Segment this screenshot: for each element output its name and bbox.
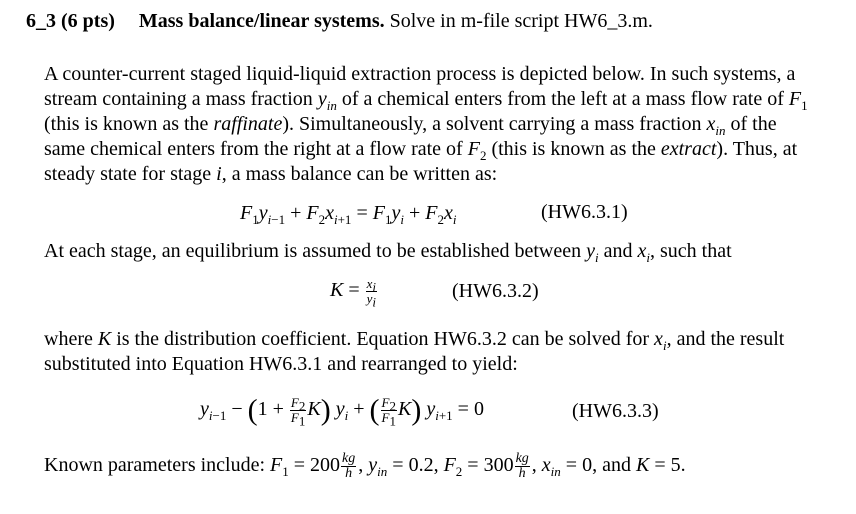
equation-tag-1: (HW6.3.1) [541,201,628,223]
equation-hw6-3-1: $F_1y_{i-1} + F_2x_{i+1} = F_1y_i + F_2x_i$ [240,202,457,227]
equation-tag-3: (HW6.3.3) [572,400,659,422]
equation-tag-2: (HW6.3.2) [452,280,539,302]
problem-instruction: Solve in m-file script HW6_3.m. [389,10,653,32]
para3-line2: substituted into Equation HW6.3.1 and rearranged to yield: [44,353,518,375]
problem-title: Mass balance/linear systems. [138,10,385,32]
problem-number: 6_3 (6 pts) [26,10,115,32]
para1-line2: stream containing a mass fraction $y_{in}$ of a chemical enters from the left at a mass flow rate of $F_1$ [44,88,808,113]
problem-heading [26,9,653,33]
equation-hw6-3-3: $y_{i-1} - (1$ + $\frac{F_2}{F_1}$ K) $y_i$ + ( $\frac{F_2}{F_1}$ K) $y_{i+1} = 0$ [200,393,484,429]
para1-line1: A counter-current staged liquid-liquid extraction process is depicted below. In such systems, a [44,63,796,85]
para2-line: At each stage, an equilibrium is assumed to be established between $y_i$ and $x_i$, such that [44,240,732,265]
para1-line5: steady state for stage i, a mass balance can be written as: [44,163,498,185]
known-parameters: Known parameters include: $F_1 = 200$ $\frac{kg}{h}$ , $y_{in} = 0.2$, $F_2 = 300$ $\frac{kg}{h}$ , $x_{in} = 0$, and K = 5. [44,451,686,481]
para1-line3: (this is known as the raffinate). Simultaneously, a solvent carrying a mass fraction $x_{in}$ of the [44,113,777,138]
equation-hw6-3-2: K = $\frac{x_i}{y_i}$ [330,276,377,310]
para1-line4: same chemical enters from the right at a flow rate of $F_2$ (this is known as the extract). Thus, at [44,138,798,163]
para3-line1: where K is the distribution coefficient. Equation HW6.3.2 can be solved for $x_i$, and the result [44,328,785,353]
